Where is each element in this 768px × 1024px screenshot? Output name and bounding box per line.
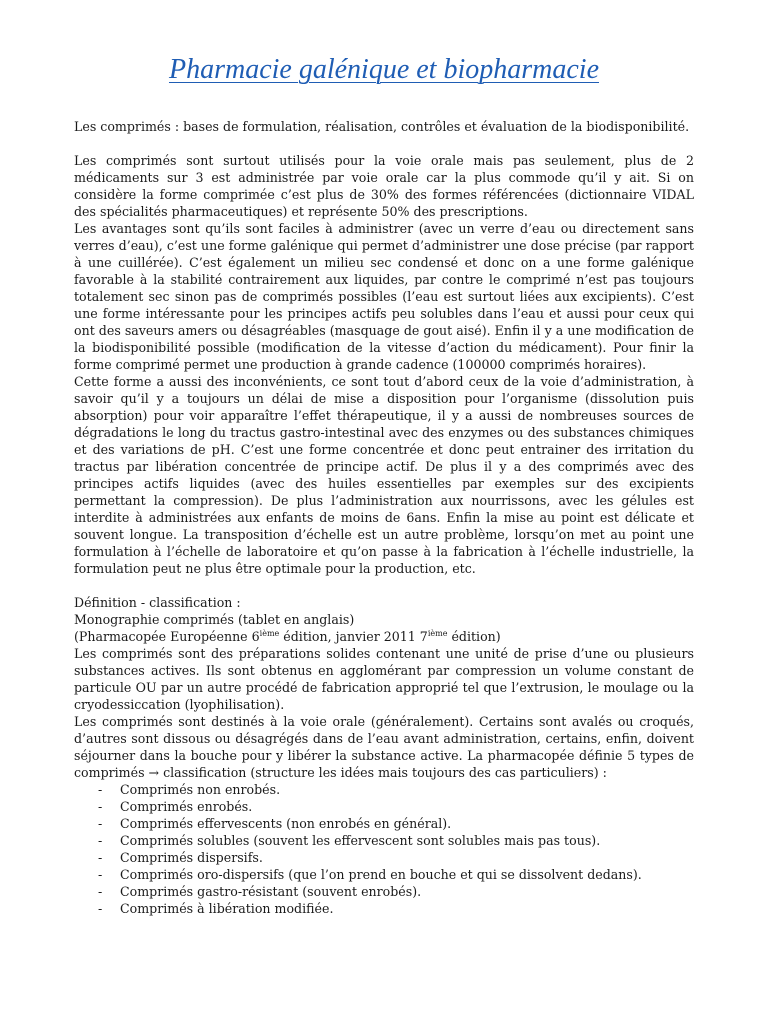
list-item-text: Comprimés dispersifs. xyxy=(120,850,263,865)
pharmacopee-line xyxy=(74,628,694,645)
monograph-line: Monographie comprimés (tablet en anglais) xyxy=(74,612,355,627)
pharmacopee-sup-2: ième xyxy=(427,628,448,638)
list-dash: - xyxy=(98,816,103,831)
pharmacopee-suffix: édition) xyxy=(447,629,501,644)
advantages-paragraph: Les avantages sont qu’ils sont faciles à administrer (avec un verre d’eau ou directement sans verres d’eau), c’est une forme galénique qui permet d’administrer une dose précise (par rapport à une cuillérée). C’est également un milieu sec condensé et donc on a une forme galénique favorable à la stabilité contrairement aux liquides, par contre le comprimé n’est pas toujours totalement sec sinon pas de comprimés possibles (l’eau est surtout liées aux excipients). C’est une forme intéressante pour les principes actifs peu solubles dans l’eau et aussi pour ceux qui ont des saveurs amers ou désagréables (masquage de gout aisé). Enfin il y a une modification de la biodisponibilité possible (modification de la vitesse d’action du médicament). Pour finir la forme comprimé permet une production à grande cadence (100000 comprimés horaires). xyxy=(74,221,694,372)
list-item xyxy=(74,866,694,883)
intro-paragraph: Les comprimés : bases de formulation, réalisation, contrôles et évaluation de la biodisponibilité. xyxy=(74,119,690,134)
list-item xyxy=(74,883,694,900)
document-page xyxy=(74,50,694,917)
list-item-text: Comprimés à libération modifiée. xyxy=(120,901,334,916)
list-item-text: Comprimés gastro-résistant (souvent enrobés). xyxy=(120,884,422,899)
list-dash: - xyxy=(98,833,103,848)
types-list xyxy=(74,781,694,917)
list-dash: - xyxy=(98,867,103,882)
list-item xyxy=(74,832,694,849)
list-item-text: Comprimés oro-dispersifs (que l’on prend en bouche et qui se dissolvent dedans). xyxy=(120,867,642,882)
page-title: Pharmacie galénique et biopharmacie xyxy=(168,54,599,85)
list-item-text: Comprimés effervescents (non enrobés en général). xyxy=(120,816,452,831)
list-dash: - xyxy=(98,850,103,865)
list-item-text: Comprimés enrobés. xyxy=(120,799,253,814)
list-item xyxy=(74,900,694,917)
list-dash: - xyxy=(98,782,103,797)
pharmacopee-middle: édition, janvier 2011 7 xyxy=(279,629,428,644)
list-dash: - xyxy=(98,884,103,899)
list-item xyxy=(74,815,694,832)
list-dash: - xyxy=(98,901,103,916)
list-item-text: Comprimés solubles (souvent les effervescent sont solubles mais pas tous). xyxy=(120,833,601,848)
inconvenients-paragraph: Cette forme a aussi des inconvénients, ce sont tout d’abord ceux de la voie d’administration, à savoir qu’il y a toujours un délai de mise a disposition pour l’organisme (dissolution puis absorption) pour voir apparaître l’effet thérapeutique, il y a aussi de nombreuses sources de dégradations le long du tractus gastro-intestinal avec des enzymes ou des substances chimiques et des variations de pH. C’est une forme concentrée et donc peut entrainer des irritation du tractus par libération concentrée de principe actif. De plus il y a des comprimés avec des principes actifs liquides (avec des huiles essentielles par exemples sur des excipients permettant la compression). De plus l’administration aux nourrissons, avec les gélules est interdite à administrées aux enfants de moins de 6ans. Enfin la mise au point est délicate et souvent longue. La transposition d’échelle est un autre problème, lorsqu’on met au point une formulation à l’échelle de laboratoire et qu’on passe à la fabrication à l’échelle industrielle, la formulation peut ne plus être optimale pour la production, etc. xyxy=(74,374,694,576)
list-dash: - xyxy=(98,799,103,814)
definition-heading: Définition - classification : xyxy=(74,595,241,610)
list-item xyxy=(74,798,694,815)
pharmacopee-prefix: (Pharmacopée Européenne 6 xyxy=(74,629,260,644)
list-item xyxy=(74,781,694,798)
definition-paragraph: Les comprimés sont des préparations solides contenant une unité de prise d’une ou plusieurs substances actives. Ils sont obtenus en agglomérant par compression un volume constant de particule OU par un autre procédé de fabrication approprié tel que l’extrusion, le moulage ou la cryodessiccation (lyophilisation). xyxy=(74,646,694,712)
types-paragraph: Les comprimés sont destinés à la voie orale (généralement). Certains sont avalés ou croqués, d’autres sont dissous ou désagrégés dans de l’eau avant administration, certains, enfin, doivent séjourner dans la bouche pour y libérer la substance active. La pharmacopée définie 5 types de comprimés → classification (structure les idées mais toujours des cas particuliers) : xyxy=(74,714,694,780)
pharmacopee-sup-1: ième xyxy=(259,628,280,638)
list-item-text: Comprimés non enrobés. xyxy=(120,782,281,797)
list-item xyxy=(74,849,694,866)
usage-paragraph: Les comprimés sont surtout utilisés pour la voie orale mais pas seulement, plus de 2 médicaments sur 3 est administrée par voie orale car la plus commode qu’il y ait. Si on considère la forme comprimée c’est plus de 30% des formes référencées (dictionnaire VIDAL des spécialités pharmaceutiques) et représente 50% des prescriptions. xyxy=(74,153,694,219)
